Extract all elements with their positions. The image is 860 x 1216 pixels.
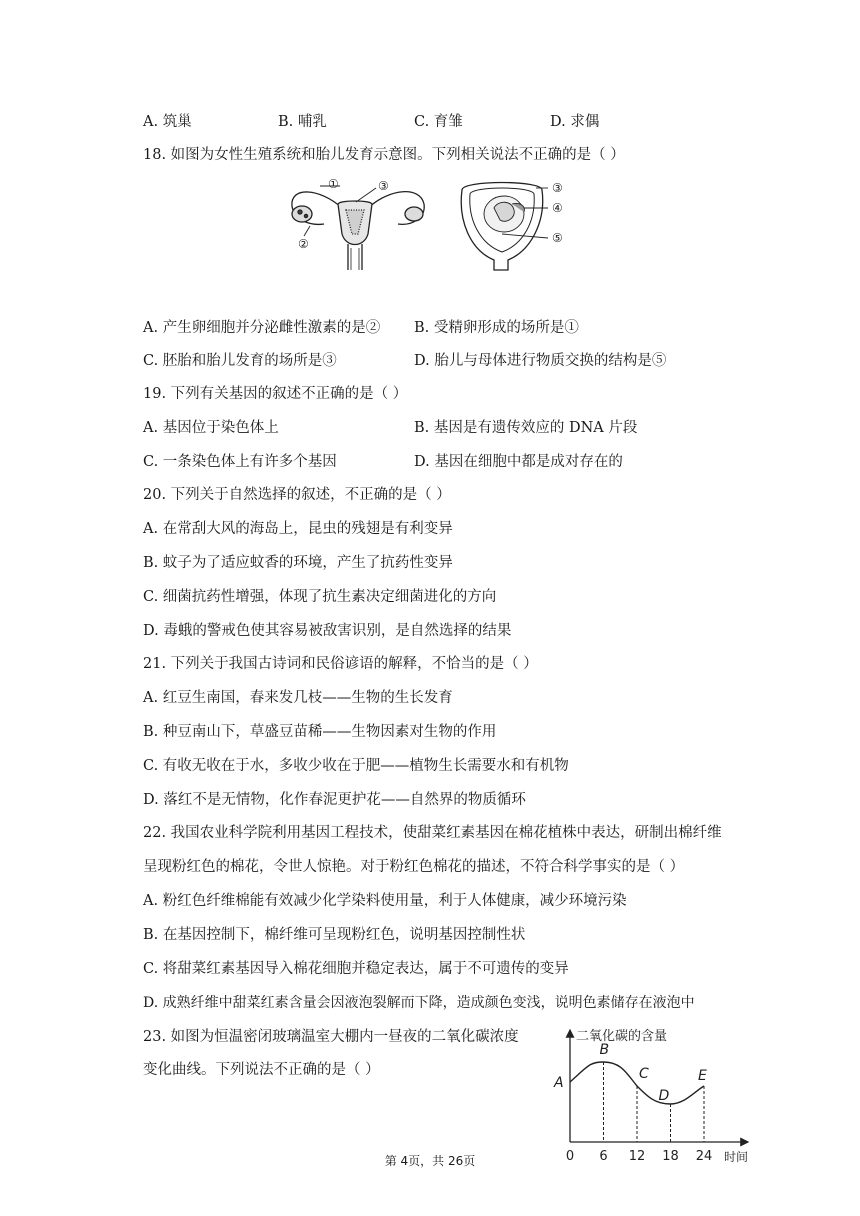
x-tick-24: 24 — [695, 1149, 713, 1164]
page-footer: 第 4页，共 26页 — [384, 1154, 476, 1168]
right-label-5: ⑤ — [552, 231, 563, 245]
left-label-2: ② — [298, 237, 309, 251]
q17-option-c: C. 育雏 — [414, 114, 463, 130]
q17-option-b: B. 哺乳 — [278, 114, 327, 130]
q21-option-d: D. 落红不是无情物，化作春泥更护花——自然界的物质循环 — [143, 792, 526, 808]
fetal-development-illustration — [461, 183, 548, 271]
point-label-e: E — [698, 1068, 707, 1084]
q19-option-a: A. 基因位于染色体上 — [143, 420, 279, 436]
q19-option-c: C. 一条染色体上有许多个基因 — [143, 454, 337, 470]
q18-stem: 18. 如图为女性生殖系统和胎儿发育示意图。下列相关说法不正确的是（ ） — [143, 147, 625, 163]
q22-stem-line1: 22. 我国农业科学院利用基因工程技术，使甜菜红素基因在棉花植株中表达，研制出棉纤维 — [143, 825, 722, 841]
q19-option-b: B. 基因是有遗传效应的 DNA 片段 — [414, 420, 638, 436]
q20-stem: 20. 下列关于自然选择的叙述，不正确的是（ ） — [143, 487, 451, 503]
q18-option-b: B. 受精卵形成的场所是① — [414, 320, 579, 336]
x-tick-6: 6 — [599, 1149, 608, 1164]
x-tick-12: 12 — [628, 1149, 646, 1164]
right-label-4: ④ — [552, 201, 563, 215]
q19-option-d: D. 基因在细胞中都是成对存在的 — [414, 454, 623, 470]
left-label-3: ③ — [378, 179, 389, 193]
q22-option-b: B. 在基因控制下，棉纤维可呈现粉红色，说明基因控制性状 — [143, 927, 526, 943]
q20-option-d: D. 毒蛾的警戒色使其容易被敌害识别，是自然选择的结果 — [143, 623, 512, 639]
x-tick-0: 0 — [565, 1149, 575, 1164]
q21-stem: 21. 下列关于我国古诗词和民俗谚语的解释，不恰当的是（ ） — [143, 656, 538, 672]
x-tick-18: 18 — [662, 1149, 679, 1164]
q21-option-c: C. 有收无收在于水，多收少收在于肥——植物生长需要水和有机物 — [143, 758, 569, 774]
q18-diagram — [280, 174, 580, 274]
q17-option-a: A. 筑巢 — [143, 114, 192, 130]
q20-option-c: C. 细菌抗药性增强，体现了抗生素决定细菌进化的方向 — [143, 589, 497, 605]
point-label-a: A — [554, 1075, 564, 1091]
point-label-d: D — [658, 1088, 670, 1104]
q21-option-a: A. 红豆生南国，春来发几枝——生物的生长发育 — [143, 690, 453, 706]
q19-stem: 19. 下列有关基因的叙述不正确的是（ ） — [143, 386, 408, 402]
right-label-3: ③ — [552, 181, 563, 195]
q20-option-b: B. 蚊子为了适应蚊香的环境，产生了抗药性变异 — [143, 555, 453, 571]
q17-option-d: D. 求偶 — [550, 114, 600, 130]
q22-option-a: A. 粉红色纤维棉能有效减少化学染料使用量，利于人体健康，减少环境污染 — [143, 893, 627, 909]
q22-option-d: D. 成熟纤维中甜菜红素含量会因液泡裂解而下降，造成颜色变浅，说明色素储存在液泡中 — [143, 995, 695, 1011]
q23-stem-line2: 变化曲线。下列说法不正确的是（ ） — [143, 1062, 380, 1078]
q18-option-c: C. 胚胎和胎儿发育的场所是③ — [143, 353, 337, 369]
female-reproductive-system-illustration — [292, 186, 424, 270]
q22-stem-line2: 呈现粉红色的棉花，令世人惊艳。对于粉红色棉花的描述，不符合科学事实的是（ ） — [143, 859, 685, 875]
q20-option-a: A. 在常刮大风的海岛上，昆虫的残翅是有利变异 — [143, 521, 453, 537]
point-label-c: C — [639, 1066, 649, 1082]
x-axis-label: 时间 — [724, 1150, 749, 1164]
q18-option-a: A. 产生卵细胞并分泌雌性激素的是② — [143, 320, 381, 336]
q21-option-b: B. 种豆南山下，草盛豆苗稀——生物因素对生物的作用 — [143, 724, 497, 740]
y-axis-label: 二氧化碳的含量 — [576, 1029, 668, 1044]
point-label-b: B — [599, 1042, 610, 1058]
q22-option-c: C. 将甜菜红素基因导入棉花细胞并稳定表达，属于不可遗传的变异 — [143, 961, 569, 977]
co2-chart — [550, 1024, 770, 1170]
left-label-1: ① — [328, 177, 339, 191]
q18-option-d: D. 胎儿与母体进行物质交换的结构是⑤ — [414, 353, 667, 369]
q23-stem-line1: 23. 如图为恒温密闭玻璃温室大棚内一昼夜的二氧化碳浓度 — [143, 1029, 519, 1045]
